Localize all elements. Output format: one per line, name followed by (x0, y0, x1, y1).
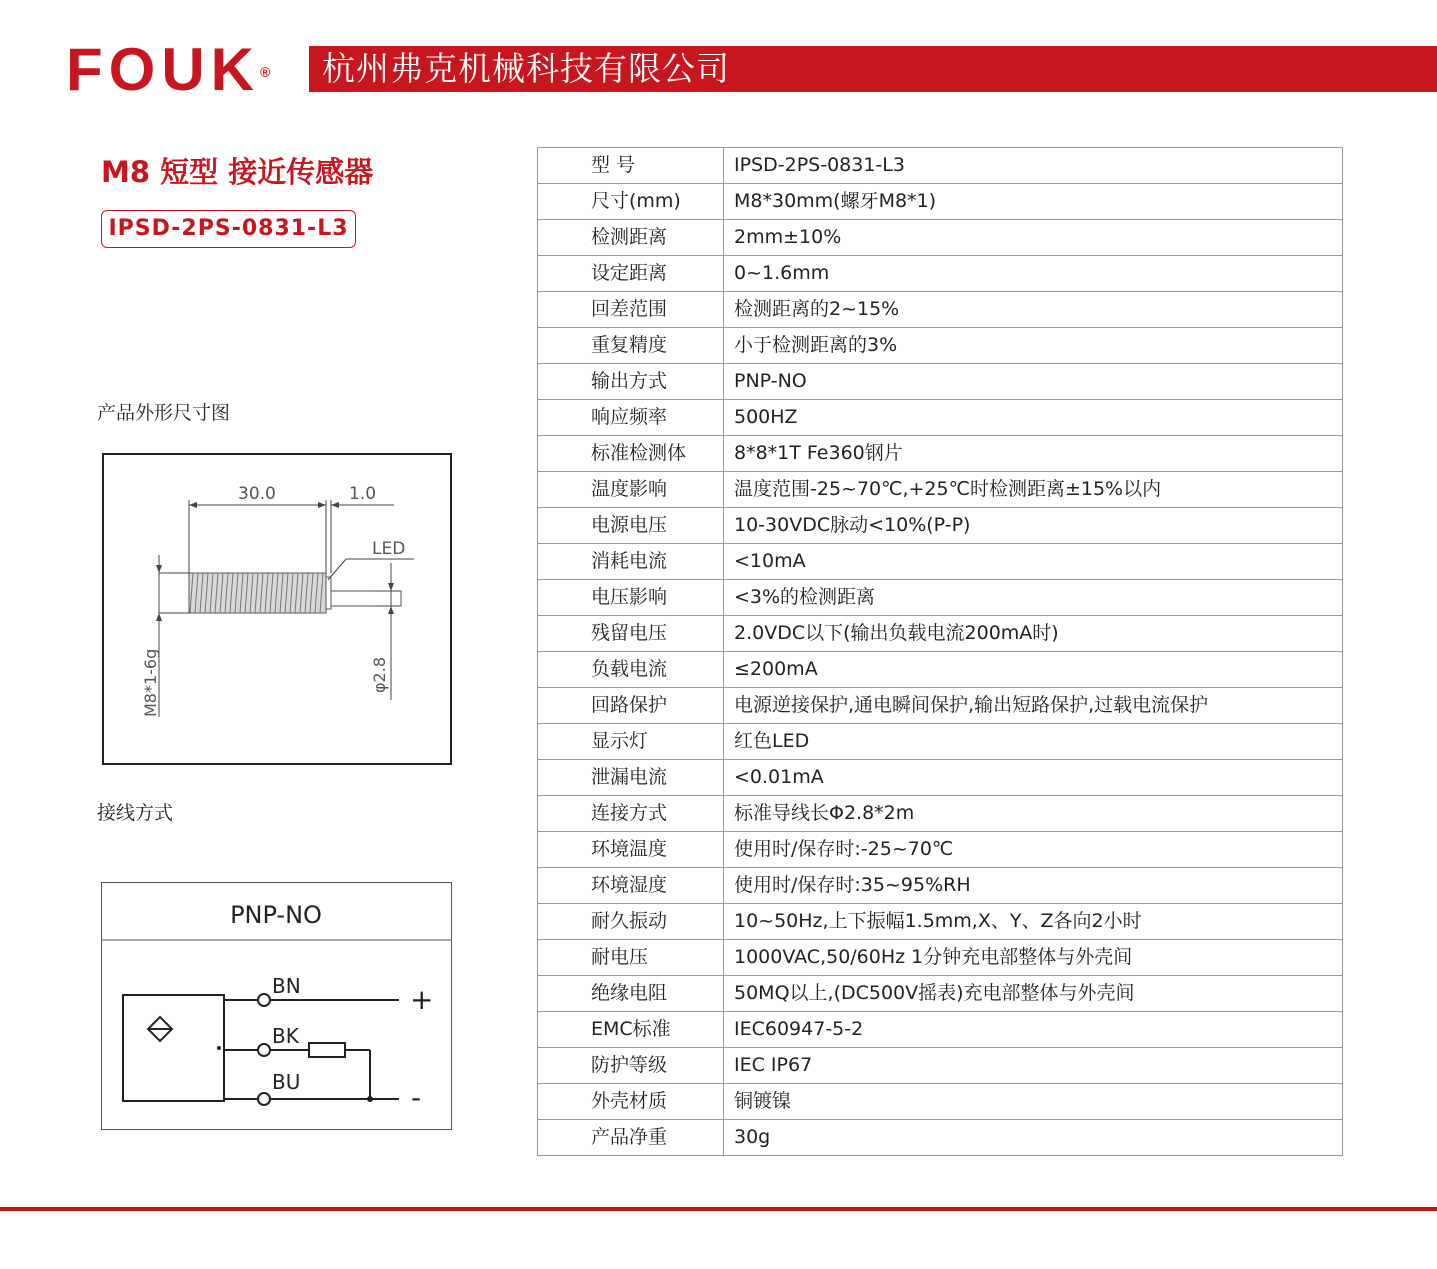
spec-key: 温度影响 (538, 472, 724, 508)
spec-value: 10-30VDC脉动<10%(P-P) (724, 508, 1343, 544)
spec-value: <3%的检测距离 (724, 580, 1343, 616)
spec-key: 回差范围 (538, 292, 724, 328)
spec-value: 2mm±10% (724, 220, 1343, 256)
spec-key: 外壳材质 (538, 1084, 724, 1120)
spec-value: 标准导线长Φ2.8*2m (724, 796, 1343, 832)
spec-value: IEC60947-5-2 (724, 1012, 1343, 1048)
spec-value: 红色LED (724, 724, 1343, 760)
spec-key: 标准检测体 (538, 436, 724, 472)
spec-row (538, 400, 1343, 436)
spec-key: 耐电压 (538, 940, 724, 976)
led-label: LED (372, 539, 406, 559)
spec-row (538, 544, 1343, 580)
product-title: M8 短型 接近传感器 (101, 155, 374, 189)
spec-row (538, 292, 1343, 328)
spec-value: ≤200mA (724, 652, 1343, 688)
spec-value: IPSD-2PS-0831-L3 (724, 148, 1343, 184)
spec-row (538, 760, 1343, 796)
spec-value: 1000VAC,50/60Hz 1分钟充电部整体与外壳间 (724, 940, 1343, 976)
spec-value: 30g (724, 1120, 1343, 1156)
spec-row (538, 940, 1343, 976)
spec-key: 绝缘电阻 (538, 976, 724, 1012)
spec-row (538, 472, 1343, 508)
spec-row (538, 616, 1343, 652)
spec-key: 尺寸(mm) (538, 184, 724, 220)
spec-value: IEC IP67 (724, 1048, 1343, 1084)
spec-row (538, 148, 1343, 184)
spec-row (538, 904, 1343, 940)
spec-table (537, 147, 1343, 1156)
spec-value: PNP-NO (724, 364, 1343, 400)
spec-key: 产品净重 (538, 1120, 724, 1156)
wiring-diagram (101, 882, 452, 1130)
spec-key: 消耗电流 (538, 544, 724, 580)
spec-value: <10mA (724, 544, 1343, 580)
spec-key: 耐久振动 (538, 904, 724, 940)
spec-value: <0.01mA (724, 760, 1343, 796)
spec-row (538, 328, 1343, 364)
spec-row (538, 724, 1343, 760)
model-badge: IPSD-2PS-0831-L3 (101, 210, 356, 248)
spec-row (538, 1012, 1343, 1048)
spec-key: 环境湿度 (538, 868, 724, 904)
spec-key: 残留电压 (538, 616, 724, 652)
spec-row (538, 436, 1343, 472)
spec-key: 型 号 (538, 148, 724, 184)
spec-key: 负载电流 (538, 652, 724, 688)
wiring-diagram-svg (102, 883, 451, 1129)
dimension-section-title: 产品外形尺寸图 (97, 402, 231, 424)
spec-value: M8*30mm(螺牙M8*1) (724, 184, 1343, 220)
plus-sign: + (410, 983, 434, 1016)
spec-row (538, 1120, 1343, 1156)
spec-row (538, 364, 1343, 400)
spec-value: 0~1.6mm (724, 256, 1343, 292)
spec-row (538, 256, 1343, 292)
spec-key: 泄漏电流 (538, 760, 724, 796)
spec-value: 500HZ (724, 400, 1343, 436)
wiring-type-title: PNP-NO (230, 901, 322, 929)
spec-row (538, 1084, 1343, 1120)
spec-key: 显示灯 (538, 724, 724, 760)
spec-key: EMC标准 (538, 1012, 724, 1048)
registered-mark: ® (259, 64, 271, 80)
spec-row (538, 796, 1343, 832)
spec-value: 使用时/保存时:-25~70℃ (724, 832, 1343, 868)
spec-row (538, 220, 1343, 256)
spec-key: 电源电压 (538, 508, 724, 544)
spec-table-body (538, 148, 1343, 1156)
spec-row (538, 508, 1343, 544)
wire-label-bu: BU (272, 1070, 301, 1094)
logo-text: FOUK (66, 36, 260, 103)
spec-row (538, 832, 1343, 868)
company-logo (66, 36, 271, 103)
spec-value: 检测距离的2~15% (724, 292, 1343, 328)
spec-row (538, 652, 1343, 688)
spec-key: 重复精度 (538, 328, 724, 364)
spec-key: 检测距离 (538, 220, 724, 256)
spec-value: 使用时/保存时:35~95%RH (724, 868, 1343, 904)
spec-key: 输出方式 (538, 364, 724, 400)
spec-value: 电源逆接保护,通电瞬间保护,输出短路保护,过载电流保护 (724, 688, 1343, 724)
spec-key: 电压影响 (538, 580, 724, 616)
spec-row (538, 580, 1343, 616)
length-dimension-label: 30.0 (238, 484, 276, 504)
spec-key: 回路保护 (538, 688, 724, 724)
dimension-drawing (102, 453, 452, 765)
spec-key: 防护等级 (538, 1048, 724, 1084)
spec-value: 2.0VDC以下(输出负载电流200mA时) (724, 616, 1343, 652)
spec-value: 小于检测距离的3% (724, 328, 1343, 364)
wire-label-bk: BK (272, 1024, 299, 1048)
spec-key: 响应频率 (538, 400, 724, 436)
wiring-section-title: 接线方式 (97, 802, 174, 824)
spec-row (538, 1048, 1343, 1084)
spec-row (538, 868, 1343, 904)
spec-row (538, 976, 1343, 1012)
dimension-drawing-svg (104, 455, 450, 763)
spec-row (538, 688, 1343, 724)
spec-value: 铜镀镍 (724, 1084, 1343, 1120)
wire-label-bn: BN (272, 974, 301, 998)
company-name: 杭州弗克机械科技有限公司 (322, 49, 730, 88)
spec-key: 设定距离 (538, 256, 724, 292)
cable-dimension-label: φ2.8 (370, 657, 389, 693)
spec-value: 8*8*1T Fe360钢片 (724, 436, 1343, 472)
led-offset-label: 1.0 (349, 484, 377, 504)
load-resistor (309, 1043, 345, 1057)
spec-row (538, 184, 1343, 220)
footer-divider (0, 1207, 1437, 1211)
spec-value: 10~50Hz,上下振幅1.5mm,X、Y、Z各向2小时 (724, 904, 1343, 940)
thread-dimension-label: M8*1-6g (141, 648, 160, 717)
minus-sign: - (411, 1081, 422, 1114)
spec-key: 连接方式 (538, 796, 724, 832)
spec-value: 温度范围-25~70℃,+25℃时检测距离±15%以内 (724, 472, 1343, 508)
spec-key: 环境温度 (538, 832, 724, 868)
spec-value: 50MQ以上,(DC500V摇表)充电部整体与外壳间 (724, 976, 1343, 1012)
